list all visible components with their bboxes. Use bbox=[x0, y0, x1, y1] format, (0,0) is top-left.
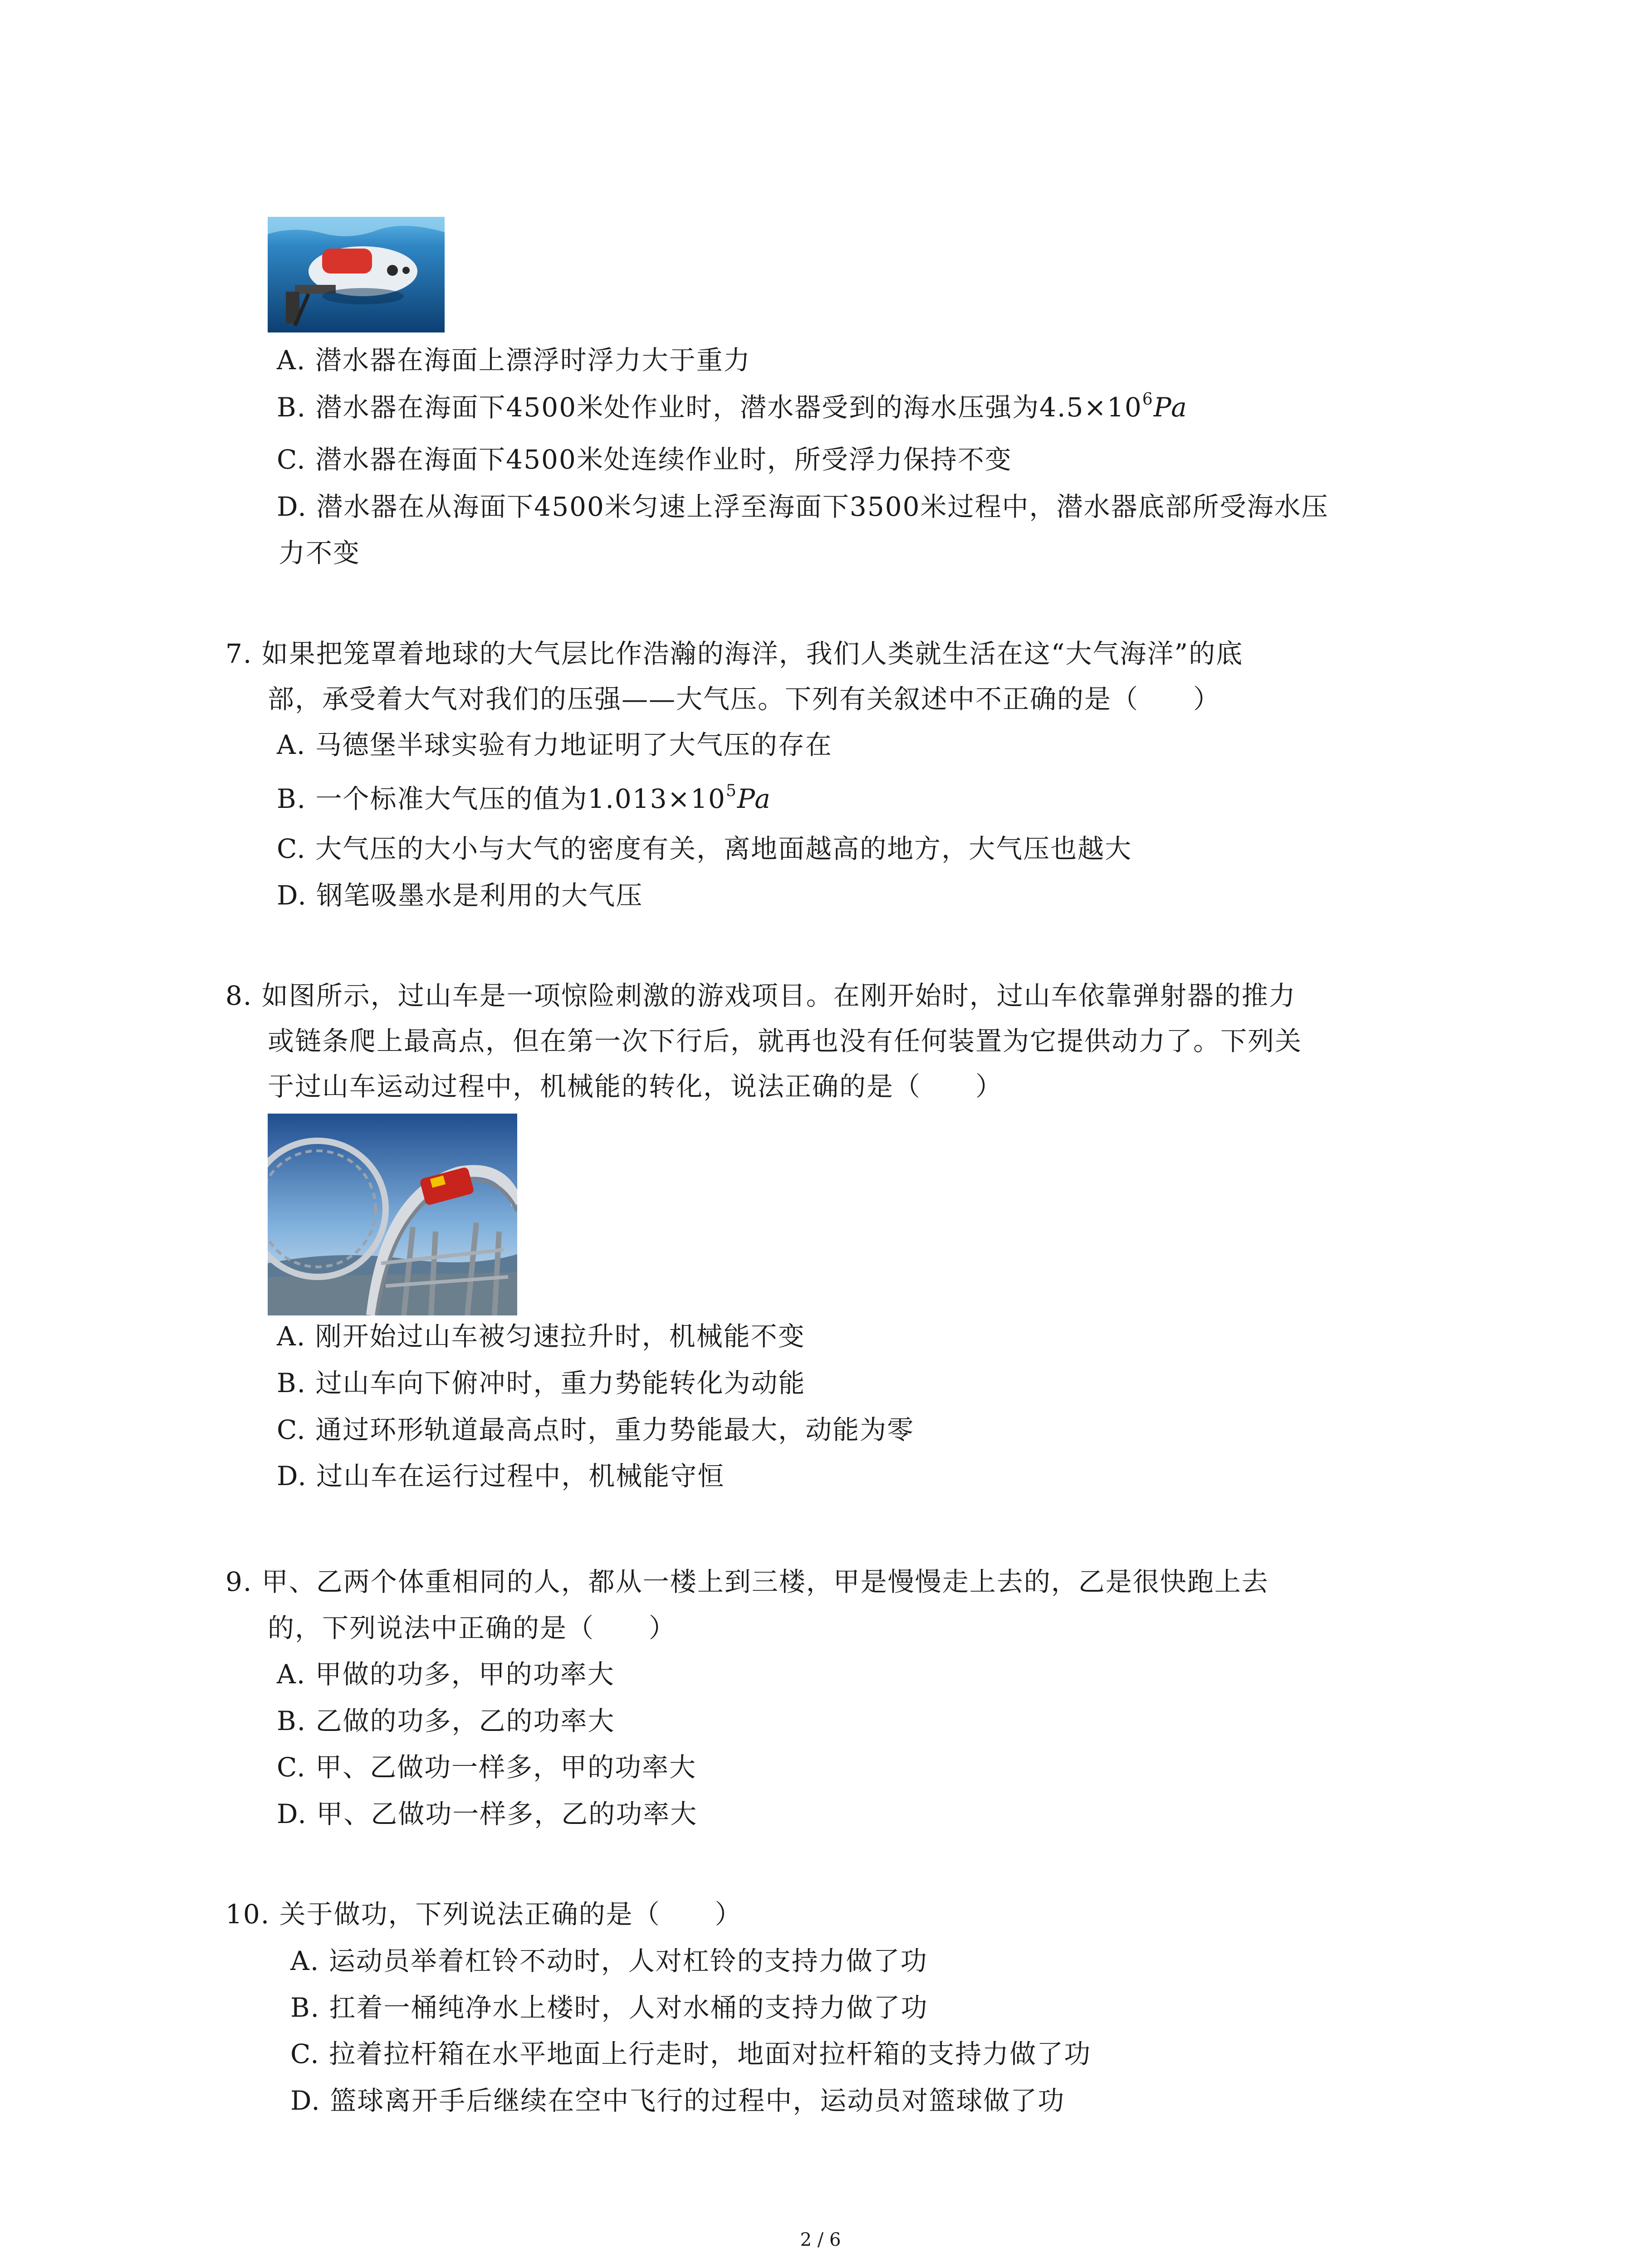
q10-option-d: D. 篮球离开手后继续在空中飞行的过程中，运动员对篮球做了功 bbox=[290, 2085, 1065, 2116]
q10-option-a: A. 运动员举着杠铃不动时，人对杠铃的支持力做了功 bbox=[290, 1945, 928, 1976]
q7-option-b bbox=[277, 782, 771, 819]
q8-stem-line3: 于过山车运动过程中，机械能的转化，说法正确的是（ ） bbox=[268, 1071, 1003, 1102]
q7-option-d: D. 钢笔吸墨水是利用的大气压 bbox=[277, 880, 643, 911]
roller-coaster-photo bbox=[268, 1114, 517, 1315]
q6-option-a: A. 潜水器在海面上漂浮时浮力大于重力 bbox=[277, 345, 751, 376]
q6-option-b-text: B. 潜水器在海面下4500米处作业时，潜水器受到的海水压强为4.5×10 bbox=[277, 392, 1142, 423]
q7-option-b-text: B. 一个标准大气压的值为1.013×10 bbox=[277, 783, 726, 814]
q9-option-b: B. 乙做的功多，乙的功率大 bbox=[277, 1706, 615, 1736]
q8-option-d: D. 过山车在运行过程中，机械能守恒 bbox=[277, 1461, 725, 1491]
q9-option-c: C. 甲、乙做功一样多，甲的功率大 bbox=[277, 1752, 697, 1783]
roller-coaster-illustration bbox=[268, 1114, 517, 1315]
submersible-photo bbox=[268, 217, 445, 332]
q9-stem-line2: 的，下列说法中正确的是（ ） bbox=[268, 1613, 676, 1643]
submersible-illustration bbox=[268, 217, 445, 332]
q6-option-b-exponent: 6 bbox=[1142, 390, 1154, 409]
q7-option-a: A. 马德堡半球实验有力地证明了大气压的存在 bbox=[277, 729, 833, 760]
q7-option-b-exponent: 5 bbox=[725, 782, 737, 800]
q6-option-d-line2: 力不变 bbox=[279, 538, 361, 568]
q9-option-d: D. 甲、乙做功一样多，乙的功率大 bbox=[277, 1799, 698, 1829]
q8-option-b: B. 过山车向下俯冲时，重力势能转化为动能 bbox=[277, 1368, 806, 1398]
q10-stem: 10. 关于做功，下列说法正确的是（ ） bbox=[225, 1899, 742, 1930]
q6-option-d-line1: D. 潜水器在从海面下4500米匀速上浮至海面下3500米过程中，潜水器底部所受海水压 bbox=[277, 491, 1329, 522]
q9-stem-line1: 9. 甲、乙两个体重相同的人，都从一楼上到三楼，甲是慢慢走上去的，乙是很快跑上去 bbox=[225, 1566, 1269, 1597]
q6-option-b bbox=[277, 391, 1188, 428]
q10-option-b: B. 扛着一桶纯净水上楼时，人对水桶的支持力做了功 bbox=[290, 1992, 928, 2023]
q10-option-c: C. 拉着拉杆箱在水平地面上行走时，地面对拉杆箱的支持力做了功 bbox=[290, 2038, 1092, 2069]
q6-option-c: C. 潜水器在海面下4500米处连续作业时，所受浮力保持不变 bbox=[277, 444, 1012, 475]
q8-stem-line2: 或链条爬上最高点，但在第一次下行后，就再也没有任何装置为它提供动力了。下列关 bbox=[268, 1026, 1303, 1056]
q8-option-a: A. 刚开始过山车被匀速拉升时，机械能不变 bbox=[277, 1321, 805, 1352]
q8-option-c: C. 通过环形轨道最高点时，重力势能最大，动能为零 bbox=[277, 1414, 915, 1445]
page-number: 2 / 6 bbox=[800, 2229, 841, 2250]
q6-option-b-unit: Pa bbox=[1153, 392, 1188, 423]
q9-option-a: A. 甲做的功多，甲的功率大 bbox=[277, 1659, 615, 1690]
q7-option-c: C. 大气压的大小与大气的密度有关，离地面越高的地方，大气压也越大 bbox=[277, 833, 1132, 864]
q8-stem-line1: 8. 如图所示，过山车是一项惊险刺激的游戏项目。在刚开始时，过山车依靠弹射器的推力 bbox=[225, 980, 1296, 1011]
q7-stem-line1: 7. 如果把笼罩着地球的大气层比作浩瀚的海洋，我们人类就生活在这“大气海洋”的底 bbox=[225, 638, 1244, 669]
q7-stem-line2: 部，承受着大气对我们的压强——大气压。下列有关叙述中不正确的是（ ） bbox=[268, 684, 1221, 714]
q7-option-b-unit: Pa bbox=[737, 783, 771, 814]
